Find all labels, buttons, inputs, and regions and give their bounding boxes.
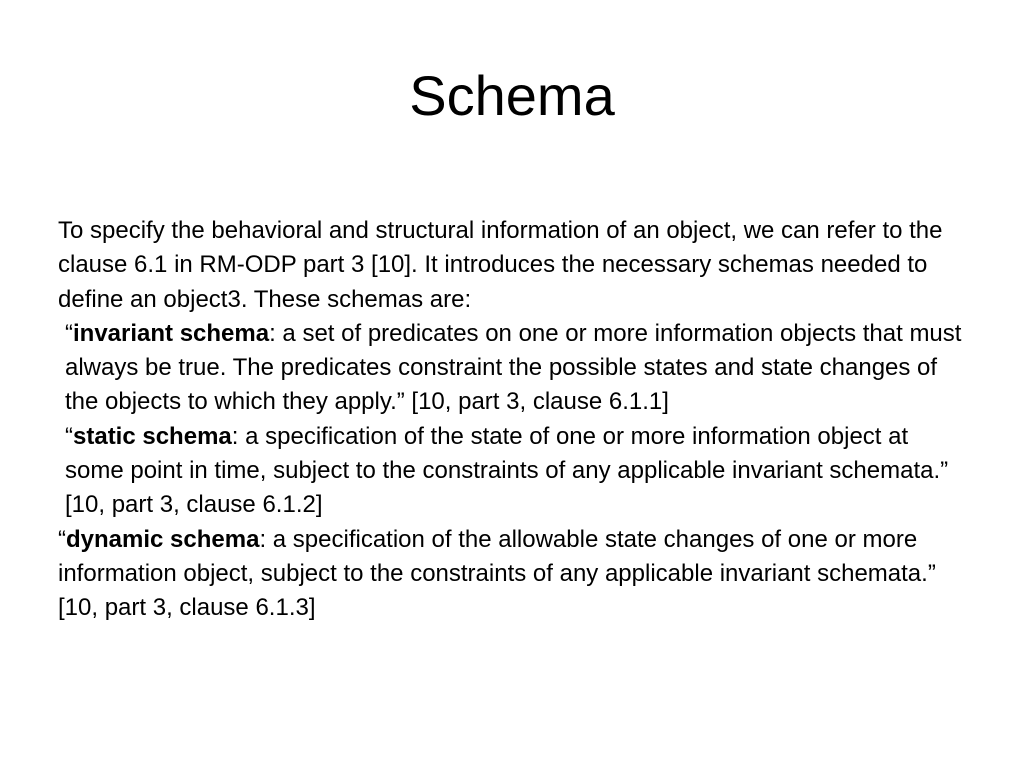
definition-text: : a specification of the allowable state changes of one or more information object, subject to the constraints of any applicable invariant schemata.” [10, part 3, clause 6.1.3] bbox=[58, 525, 936, 622]
definition-text: : a specification of the state of one or more information object at some point in time, subject to the constraints of any applicable invariant schemata.” [10, part 3, clause 6.1.2] bbox=[65, 422, 949, 519]
term-invariant-schema: invariant schema bbox=[73, 319, 270, 347]
slide-body bbox=[58, 214, 968, 626]
open-quote: “ bbox=[65, 319, 73, 347]
open-quote: “ bbox=[65, 422, 73, 450]
term-static-schema: static schema bbox=[73, 422, 232, 450]
definition-text: : a set of predicates on one or more information objects that must always be true. The predicates constraint the possible states and state changes of the objects to which they apply.” [10, part 3, clause 6.1.1] bbox=[65, 319, 962, 416]
intro-paragraph: To specify the behavioral and structural information of an object, we can refer to the clause 6.1 in RM-ODP part 3 [10]. It introduces the necessary schemas needed to define an object3. These schemas are: bbox=[58, 217, 943, 313]
definition-invariant-schema bbox=[58, 317, 968, 420]
slide-title: Schema bbox=[409, 64, 615, 127]
term-dynamic-schema: dynamic schema bbox=[66, 525, 260, 553]
definition-dynamic-schema bbox=[58, 523, 968, 626]
open-quote: “ bbox=[58, 525, 66, 553]
definition-static-schema bbox=[58, 420, 968, 523]
